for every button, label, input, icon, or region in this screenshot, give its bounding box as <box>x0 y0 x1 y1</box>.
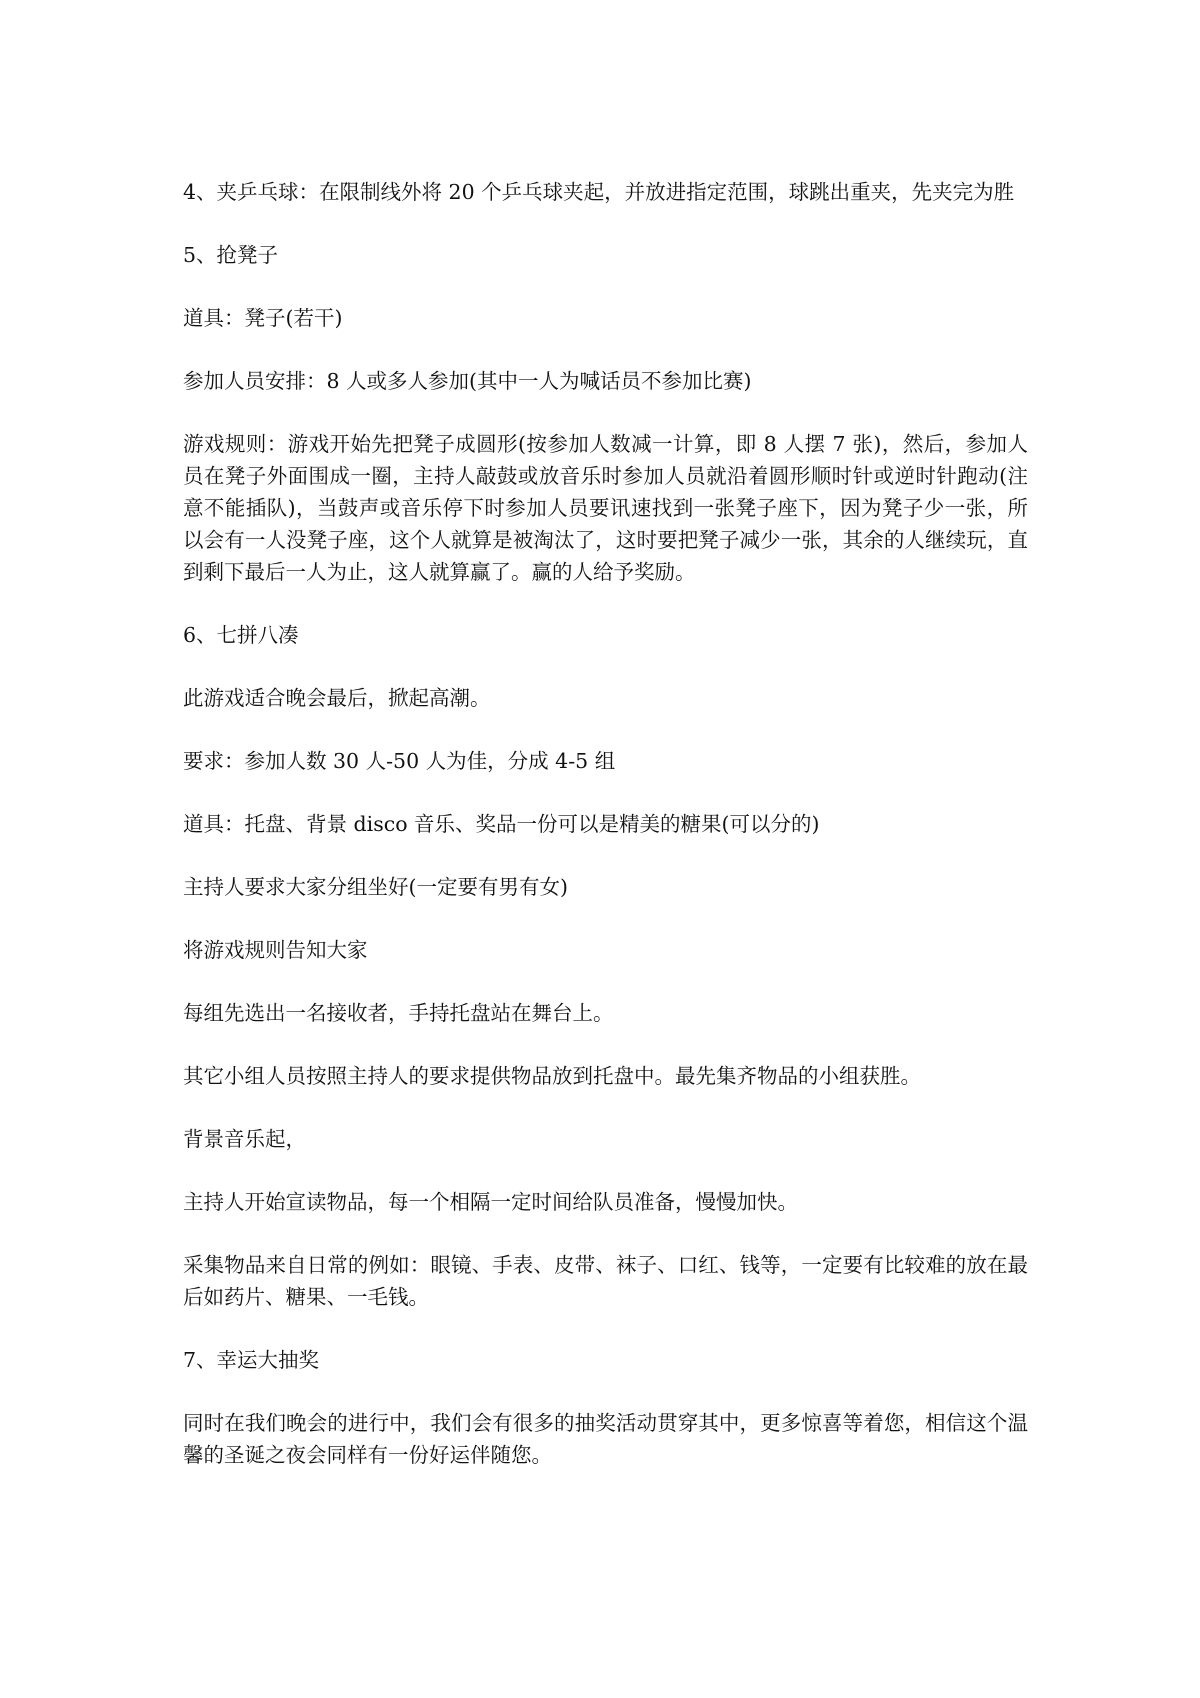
paragraph-lucky-draw-details: 同时在我们晚会的进行中，我们会有很多的抽奖活动贯穿其中，更多惊喜等着您，相信这个温馨的圣诞之夜会同样有一份好运伴随您。 <box>183 1411 1028 1467</box>
paragraph-choose-receiver: 每组先选出一名接收者，手持托盘站在舞台上。 <box>183 1001 614 1025</box>
paragraph-props-tray: 道具：托盘、背景 disco 音乐、奖品一份可以是精美的糖果(可以分的) <box>183 812 820 836</box>
paragraph-game-rules: 游戏规则：游戏开始先把凳子成圆形(按参加人数减一计算，即 8 人摆 7 张)，然后，参加人员在凳子外面围成一圈，主持人敲鼓或放音乐时参加人员就沿着圆形顺时针或逆时针跑动(注意不能插队)，当鼓声或音乐停下时参加人员要讯速找到一张凳子座下，因为凳子少一张，所以会有一人没凳子座，这个人就算是被淘汰了，这时要把凳子减少一张，其余的人继续玩，直到剩下最后一人为止，这人就算赢了。赢的人给予奖励。 <box>183 432 1028 584</box>
document-page <box>183 176 1028 1502</box>
paragraph-group-seating: 主持人要求大家分组坐好(一定要有男有女) <box>183 875 568 899</box>
paragraph-participants: 参加人员安排：8 人或多人参加(其中一人为喊话员不参加比赛) <box>183 369 752 393</box>
paragraph-announce-rules: 将游戏规则告知大家 <box>183 938 368 962</box>
paragraph-item-examples: 采集物品来自日常的例如：眼镜、手表、皮带、袜子、口红、钱等，一定要有比较难的放在最后如药片、糖果、一毛钱。 <box>183 1253 1028 1309</box>
heading-item-6-patchwork: 6、七拼八凑 <box>183 623 299 647</box>
heading-item-7-lucky-draw: 7、幸运大抽奖 <box>183 1348 320 1372</box>
paragraph-requirements: 要求：参加人数 30 人-50 人为佳，分成 4-5 组 <box>183 749 616 773</box>
paragraph-suitable-finale: 此游戏适合晚会最后，掀起高潮。 <box>183 686 491 710</box>
paragraph-music-start: 背景音乐起， <box>183 1127 306 1151</box>
paragraph-props-stool: 道具：凳子(若干) <box>183 306 343 330</box>
paragraph-host-reads: 主持人开始宣读物品，每一个相隔一定时间给队员准备，慢慢加快。 <box>183 1190 798 1214</box>
paragraph-provide-items: 其它小组人员按照主持人的要求提供物品放到托盘中。最先集齐物品的小组获胜。 <box>183 1064 921 1088</box>
paragraph-item-4-ping-pong: 4、夹乒乓球：在限制线外将 20 个乒乓球夹起，并放进指定范围，球跳出重夹，先夹完为胜 <box>183 180 1015 204</box>
heading-item-5-grab-stool: 5、抢凳子 <box>183 243 279 267</box>
